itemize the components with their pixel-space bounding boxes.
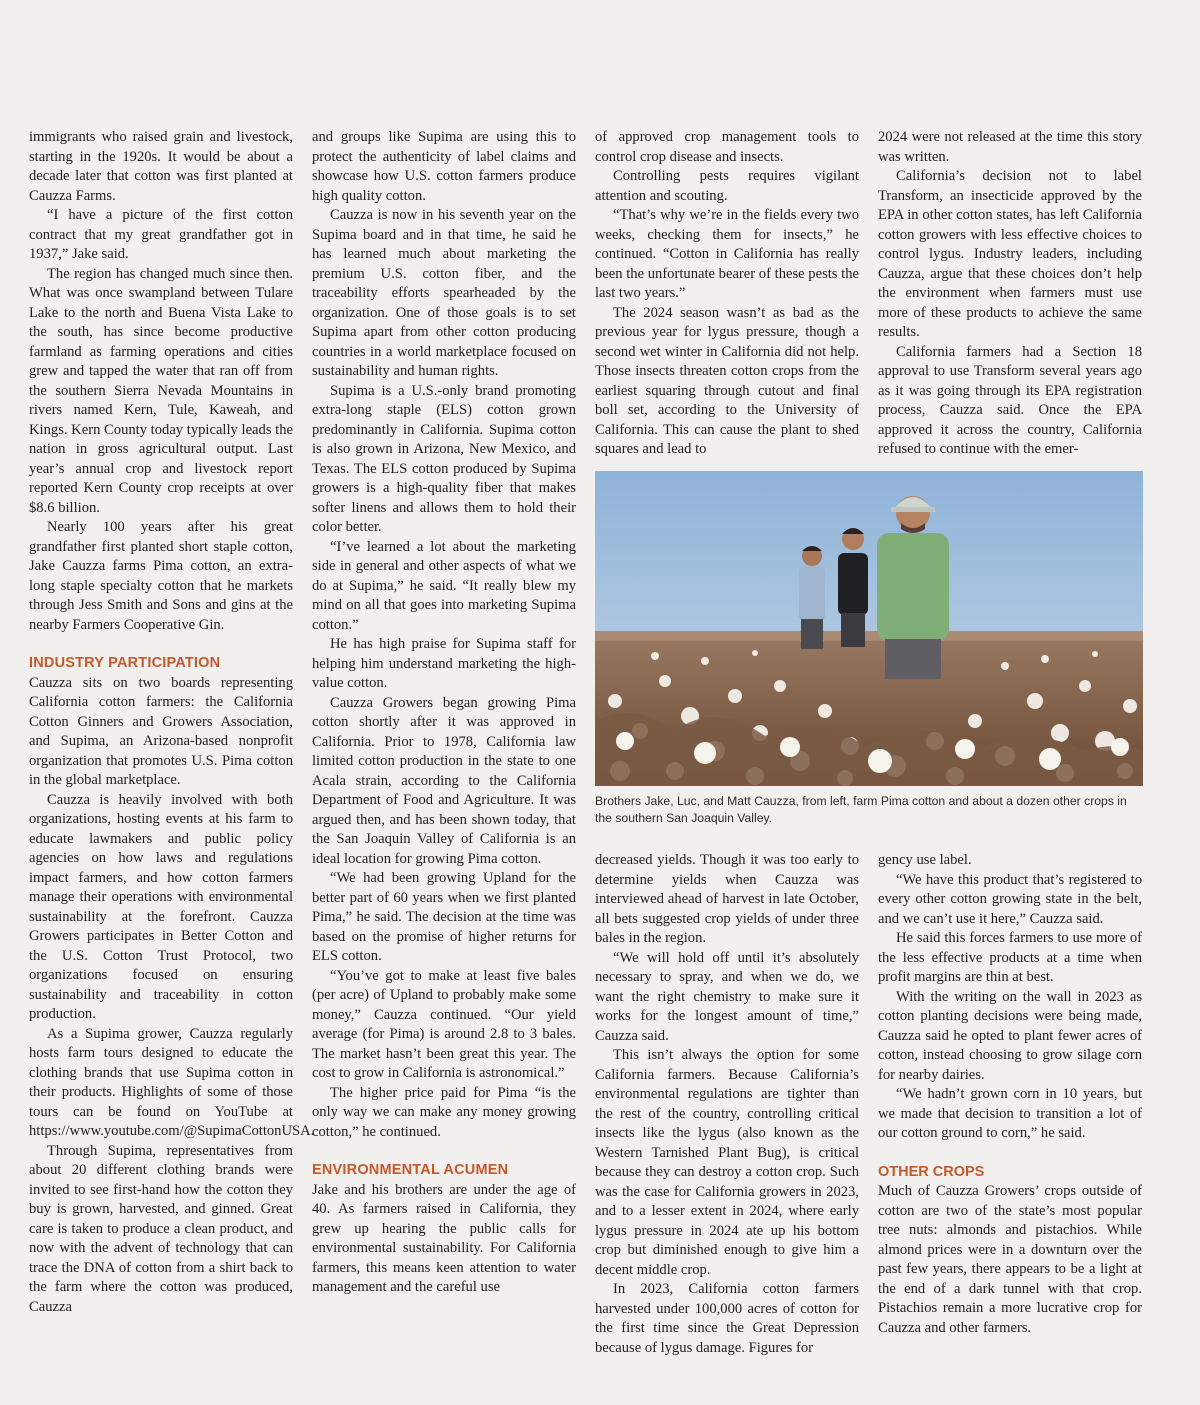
paragraph: 2024 were not released at the time this story was written. <box>878 129 1142 165</box>
article-column-2 <box>312 128 576 1298</box>
paragraph: The higher price paid for Pima “is the only way we can make any money growing cotton,” he continued. <box>312 1084 576 1140</box>
paragraph: As a Supima grower, Cauzza regularly hosts farm tours designed to educate the clothing brands that use Supima cotton in their products. Highlights of some of those tours can be found on YouTube at https://www.youtube.com/@SupimaCottonUSA. <box>29 1025 315 1139</box>
paragraph: The 2024 season wasn’t as bad as the previous year for lygus pressure, though a second wet winter in California did not help. Those insects threaten cotton crops from the earliest squaring through cutout and final boll set, according to the University of California. This can cause the plant to shed squares and lead to <box>595 304 859 457</box>
paragraph: California farmers had a Section 18 approval to use Transform several years ago as it was going through its EPA registration process, Cauzza said. Once the EPA approved it across the country, California refused to continue with the emer- <box>878 343 1142 457</box>
paragraph: California’s decision not to label Transform, an insecticide approved by the EPA in other cotton states, has left California cotton growers with less effective choices to control lygus. Industry leaders, including Cauzza, argue that these choices don’t help the environment when farmers must use more of these products to achieve the same results. <box>878 168 1142 340</box>
paragraph: decreased yields. Though it was too early to determine yields when Cauzza was interviewed ahead of harvest in late October, all bets suggested crop yields of under three bales in the region. <box>595 852 859 946</box>
section-heading-environmental-acumen: ENVIRONMENTAL ACUMEN <box>312 1162 509 1178</box>
paragraph: Jake and his brothers are under the age of 40. As farmers raised in California, they grew up hearing the public calls for environmental sustainability. For California farmers, this means keen attention to water management and the careful use <box>312 1181 576 1295</box>
paragraph: “We have this product that’s registered to every other cotton growing state in the belt, and we can’t use it here,” Cauzza said. <box>878 871 1142 927</box>
article-column-3-bottom <box>595 851 859 1358</box>
section-heading-industry-participation: INDUSTRY PARTICIPATION <box>29 655 221 671</box>
paragraph: Cauzza sits on two boards representing California cotton farmers: the California Cotton Ginners and Growers Association, and Supima, an Arizona-based nonprofit organization that promotes U.S. Pima cotton in the global marketplace. <box>29 674 293 788</box>
paragraph: “I’ve learned a lot about the marketing side in general and other aspects of what we do at Supima,” he said. “It really blew my mind on all that goes into marketing Supima cotton.” <box>312 538 576 633</box>
photo-figure <box>595 471 1143 827</box>
paragraph: Much of Cauzza Growers’ crops outside of cotton are two of the state’s most popular tree nuts: almonds and pistachios. While almond prices were in a downturn over the past few years, there appears to be a light at the end of a dark tunnel with that crop. Pistachios remain a more lucrative crop for Cauzza and other farmers. <box>878 1183 1142 1336</box>
paragraph: “We had been growing Upland for the better part of 60 years when we first planted Pima,” he said. The decision at the time was based on the promise of higher returns for ELS cotton. <box>312 870 576 964</box>
paragraph: He said this forces farmers to use more of the less effective products at a time when profit margins are thin at best. <box>878 930 1142 985</box>
paragraph: Through Supima, representatives from about 20 different clothing brands were invited to see first-hand how the cotton they buy is grown, harvested, and ginned. Great care is taken to produce a clean product, and now with the advent of technology that can trace the DNA of cotton from a shirt back to the farm where the cotton was produced, Cauzza <box>29 1142 293 1315</box>
paragraph: “We hadn’t grown corn in 10 years, but we made that decision to transition a lot of our cotton ground to corn,” he said. <box>878 1086 1142 1141</box>
paragraph: and groups like Supima are using this to protect the authenticity of label claims and showcase how U.S. cotton farmers produce high quality cotton. <box>312 129 576 204</box>
paragraph: With the writing on the wall in 2023 as cotton planting decisions were being made, Cauzza said he opted to plant fewer acres of cotton, instead choosing to grow silage corn for nearby dairies. <box>878 988 1142 1083</box>
paragraph: of approved crop management tools to control crop disease and insects. <box>595 129 859 165</box>
paragraph: gency use label. <box>878 852 972 868</box>
paragraph: Supima is a U.S.-only brand promoting extra-long staple (ELS) cotton grown predominantly in California. Supima cotton is also grown in Arizona, New Mexico, and Texas. The ELS cotton produced by Supima growers is a high-quality fiber that makes softer linens and allows them to hold their color better. <box>312 382 576 535</box>
paragraph: immigrants who raised grain and livestock, starting in the 1920s. It would be about a decade later that cotton was first planted at Cauzza Farms. <box>29 129 293 204</box>
brothers-cotton-field-photo <box>595 471 1143 786</box>
paragraph: Cauzza Growers began growing Pima cotton shortly after it was approved in California. Prior to 1978, California law limited cotton production in the state to one Acala strain, according to the California Department of Food and Agriculture. It was argued then, and has been shown today, that the San Joaquin Valley of California is an ideal location for growing Pima cotton. <box>312 694 576 867</box>
paragraph: Nearly 100 years after his great grandfather first planted short staple cotton, Jake Cauzza farms Pima cotton, an extra-long staple specialty cotton that he markets through Jess Smith and Sons and gins at the nearby Farmers Cooperative Gin. <box>29 519 293 633</box>
article-column-4-bottom <box>878 851 1142 1338</box>
paragraph: He has high praise for Supima staff for helping him understand marketing the high-value cotton. <box>312 636 576 691</box>
section-heading-other-crops: OTHER CROPS <box>878 1163 985 1180</box>
article-column-3-top <box>595 128 859 460</box>
paragraph: Cauzza is heavily involved with both organizations, hosting events at his farm to educate lawmakers and public policy agencies on how laws and regulations impact farmers, and how cotton farmers manage their operations with environmental sustainability at the forefront. Cauzza Growers participates in Better Cotton and the U.S. Cotton Trust Protocol, two organizations focused on ensuring sustainability and traceability in cotton production. <box>29 791 293 1022</box>
paragraph: The region has changed much since then. What was once swampland between Tulare Lake to the north and Buena Vista Lake to the south, has since become productive farmland as farming operations and cities grew and tapped the water that ran off from the southern Sierra Nevada Mountains in rivers named Kern, Tule, Kaweah, and Kings. Kern County today typically leads the nation in gross agricultural output. Last year’s annual crop and livestock report reported Kern County crop receipts at over $8.6 billion. <box>29 265 293 516</box>
paragraph: Cauzza is now in his seventh year on the Supima board and in that time, he said he has learned much about marketing the premium U.S. cotton fiber, and the traceability efforts spearheaded by the organization. One of those goals is to set Supima apart from other cotton producing countries in a world marketplace focused on sustainability and human rights. <box>312 207 576 379</box>
paragraph: “You’ve got to make at least five bales (per acre) of Upland to probably make some money,” Cauzza continued. “Our yield average (for Pima) is around 2.8 to 3 bales. The market hasn’t been great this year. The cost to grow in California is astronomical.” <box>312 967 576 1081</box>
photo-caption: Brothers Jake, Luc, and Matt Cauzza, from left, farm Pima cotton and about a dozen other crops in the southern San Joaquin Valley. <box>595 794 1127 825</box>
paragraph: In 2023, California cotton farmers harvested under 100,000 acres of cotton for the first time since the Great Depression because of lygus damage. Figures for <box>595 1281 859 1356</box>
article-column-1 <box>29 128 315 1317</box>
paragraph: “We will hold off until it’s absolutely necessary to spray, and when we do, we want the right chemistry to make sure it works for the longest amount of time,” Cauzza said. <box>595 949 859 1044</box>
paragraph: This isn’t always the option for some California farmers. Because California’s environmental regulations are tighter than the rest of the country, controlling critical insects like the lygus (also known as the Western Tarnished Plant Bug), is critical because they can destroy a cotton crop. Such was the case for California growers in 2023, and to a lesser extent in 2024, where early lygus pressure in 2024 ate up his bottom crop but diminished enough to give him a decent middle crop. <box>595 1047 859 1278</box>
article-column-4-top <box>878 128 1142 460</box>
paragraph: “That’s why we’re in the fields every two weeks, checking them for insects,” he continued. “Cotton in California has really been the unfortunate bearer of these pests the last two years.” <box>595 207 859 301</box>
paragraph: “I have a picture of the first cotton contract that my great grandfather got in 1937,” Jake said. <box>29 207 293 262</box>
paragraph: Controlling pests requires vigilant attention and scouting. <box>595 168 859 204</box>
